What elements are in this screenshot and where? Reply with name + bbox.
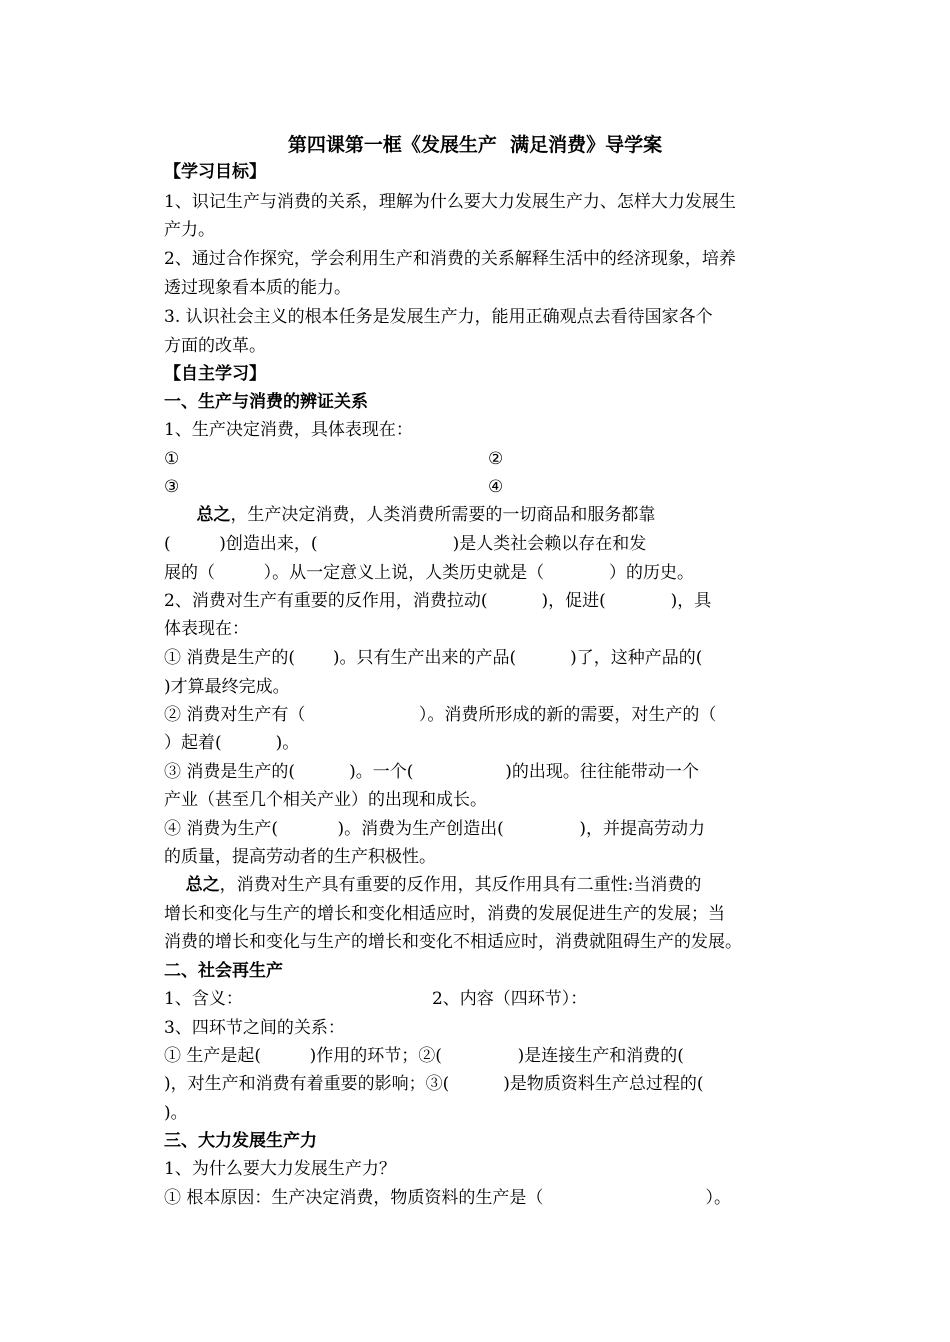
section-heading-objectives: 【学习目标】 xyxy=(164,162,266,182)
body-line: 展的（ ）。从一定意义上说，人类历史就是（ ）的历史。 xyxy=(164,563,694,583)
body-line: ( )创造出来，( )是人类社会赖以存在和发 xyxy=(164,534,647,554)
objective-line: 方面的改革。 xyxy=(164,336,266,356)
summary-lead: 总之 xyxy=(196,505,231,525)
objective-line: 透过现象看本质的能力。 xyxy=(164,278,351,298)
body-line: ④ 消费为生产( )。消费为生产创造出( )，并提高劳动力 xyxy=(164,819,706,839)
body-line: 2、消费对生产有重要的反作用，消费拉动( )，促进( )，具 xyxy=(164,591,712,611)
summary-line: 总之，消费对生产具有重要的反作用，其反作用具有二重性:当消费的 xyxy=(185,875,702,895)
body-line: 体表现在： xyxy=(164,619,249,639)
body-line: )，对生产和消费有着重要的影响；③( )是物质资料生产总过程的( xyxy=(164,1074,704,1094)
objective-line: 1、识记生产与消费的关系，理解为什么要大力发展生产力、怎样大力发展生 xyxy=(164,192,736,212)
section-heading-self-study: 【自主学习】 xyxy=(164,364,266,384)
summary-lead: 总之 xyxy=(185,875,220,895)
item-marker: ② xyxy=(488,449,504,469)
body-line: ① 消费是生产的( )。只有生产出来的产品( )了，这种产品的( xyxy=(164,648,703,668)
body-line: ① 生产是起( )作用的环节；②( )是连接生产和消费的( xyxy=(164,1046,684,1066)
body-line: 3、四环节之间的关系： xyxy=(164,1018,345,1038)
section-heading-one: 一、生产与消费的辨证关系 xyxy=(164,392,368,412)
body-line: 增长和变化与生产的增长和变化相适应时，消费的发展促进生产的发展；当 xyxy=(164,904,725,924)
section-heading-two: 二、社会再生产 xyxy=(164,961,283,981)
body-line: 1、含义： 2、内容（四环节）： xyxy=(164,989,588,1009)
section-heading-three: 三、大力发展生产力 xyxy=(164,1131,317,1151)
body-line: ② 消费对生产有（ ）。消费所形成的新的需要，对生产的（ xyxy=(164,705,717,725)
objective-line: 3. 认识社会主义的根本任务是发展生产力，能用正确观点去看待国家各个 xyxy=(164,307,713,327)
body-line: ③ 消费是生产的( )。一个( )的出现。往往能带动一个 xyxy=(164,762,699,782)
body-line: )才算最终完成。 xyxy=(164,677,290,697)
body-line: 1、生产决定消费，具体表现在： xyxy=(164,420,413,440)
body-line: 的质量，提高劳动者的生产积极性。 xyxy=(164,847,436,867)
body-line: 产业（甚至几个相关产业）的出现和成长。 xyxy=(164,790,487,810)
body-line: )。 xyxy=(164,1103,188,1123)
body-line: ）起着( )。 xyxy=(164,733,300,753)
item-marker: ④ xyxy=(488,477,504,497)
objective-line: 2、通过合作探究，学会利用生产和消费的关系解释生活中的经济现象，培养 xyxy=(164,249,736,269)
item-marker: ③ xyxy=(164,477,180,497)
body-line: 1、为什么要大力发展生产力？ xyxy=(164,1159,396,1179)
item-marker: ① xyxy=(164,449,180,469)
page-title: 第四课第一框《发展生产 满足消费》导学案 xyxy=(287,134,663,156)
body-line: ① 根本原因：生产决定消费，物质资料的生产是（ ）。 xyxy=(164,1188,732,1208)
summary-line: 总之，生产决定消费，人类消费所需要的一切商品和服务都靠 xyxy=(196,505,656,525)
body-line: 消费的增长和变化与生产的增长和变化不相适应时，消费就阻碍生产的发展。 xyxy=(164,932,742,952)
objective-line: 产力。 xyxy=(164,220,215,240)
